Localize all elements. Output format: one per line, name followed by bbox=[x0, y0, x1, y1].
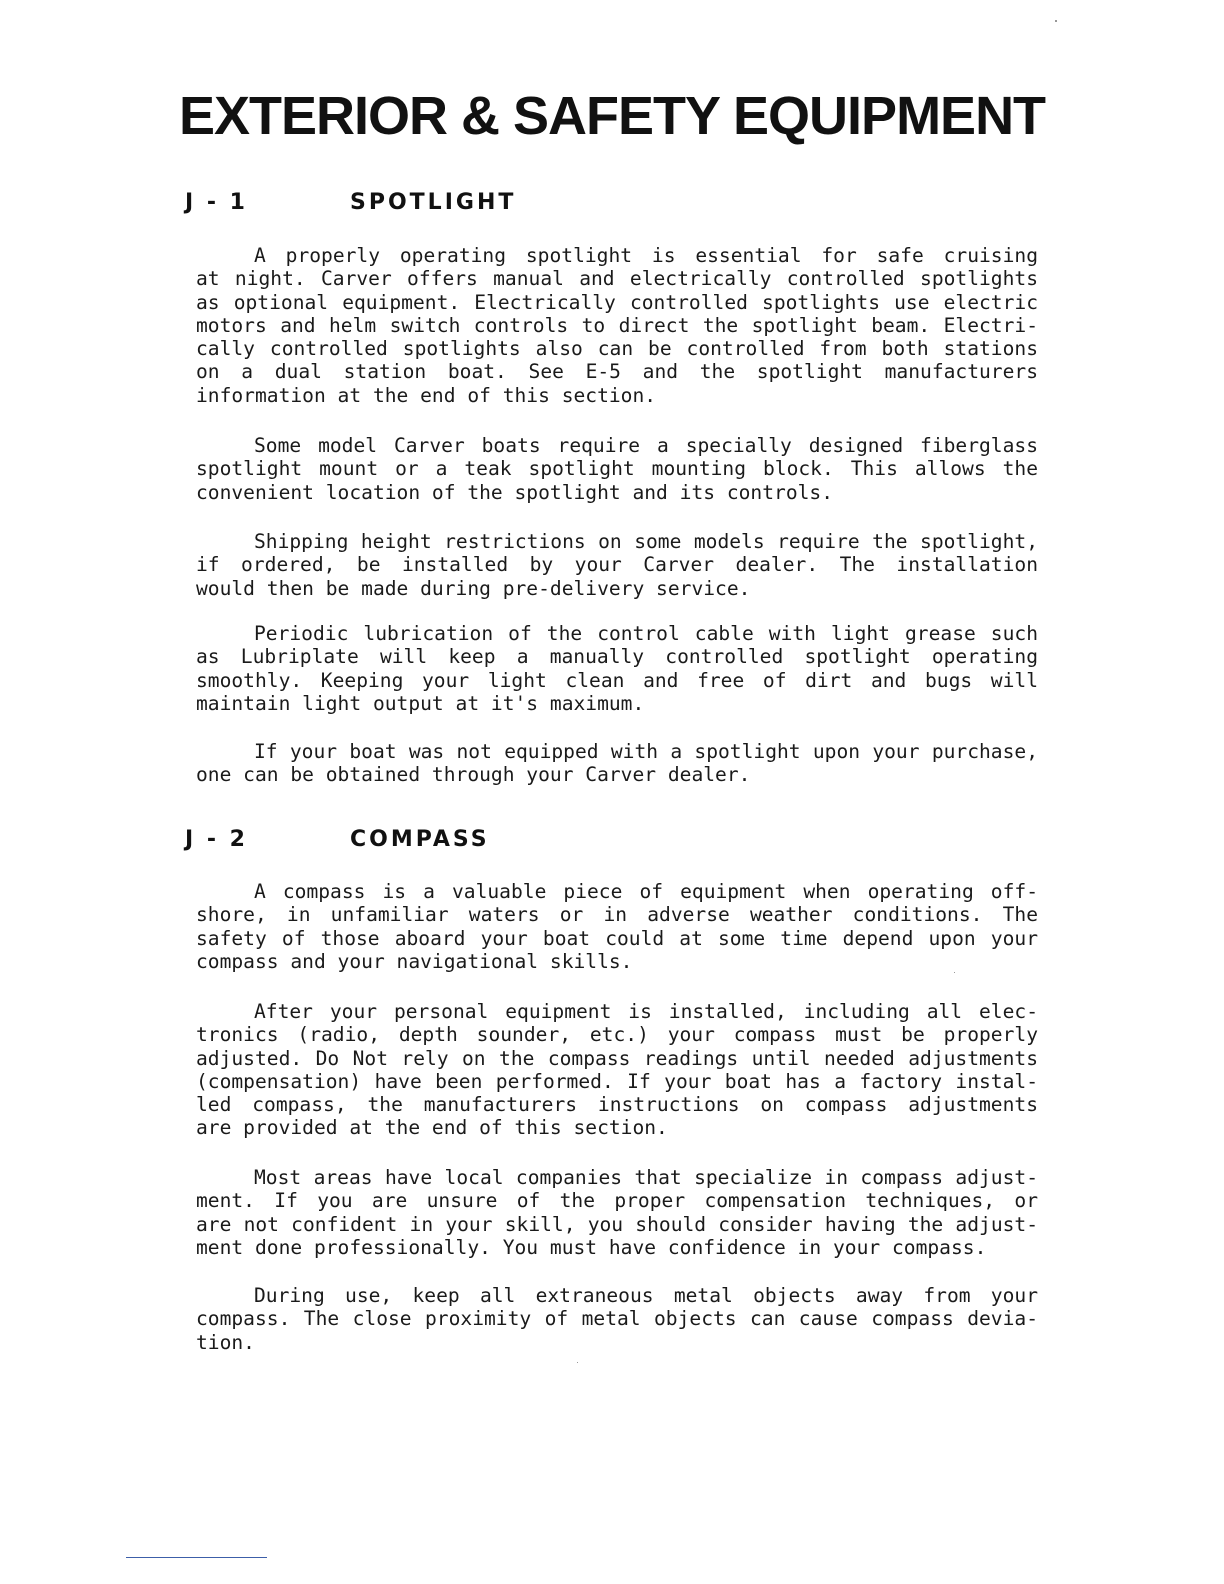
text-line: tion. bbox=[196, 1330, 255, 1354]
text-line: adjusted. Do Not rely on the compass readings until needed adjustments bbox=[196, 1046, 1038, 1070]
text-line: on a dual station boat. See E-5 and the spotlight manufacturers bbox=[196, 360, 1038, 384]
text-line: one can be obtained through your Carver dealer. bbox=[196, 763, 751, 787]
scan-speck bbox=[954, 972, 955, 973]
paragraph bbox=[196, 244, 1038, 407]
text-line: are not confident in your skill, you should consider having the adjust- bbox=[196, 1212, 1038, 1236]
text-line: ment. If you are unsure of the proper compensation techniques, or bbox=[196, 1189, 1038, 1213]
page-title: EXTERIOR & SAFETY EQUIPMENT bbox=[178, 86, 1046, 146]
section-title: COMPASS bbox=[350, 827, 490, 852]
text-line: compass and your navigational skills. bbox=[196, 949, 633, 973]
text-line: smoothly. Keeping your light clean and free of dirt and bugs will bbox=[196, 668, 1038, 692]
paragraph bbox=[196, 1166, 1038, 1259]
text-line: as optional equipment. Electrically controlled spotlights use electric bbox=[196, 290, 1038, 314]
paragraph bbox=[196, 622, 1038, 715]
text-line: Shipping height restrictions on some models require the spotlight, bbox=[254, 530, 1038, 553]
text-line: shore, in unfamiliar waters or in adverse weather conditions. The bbox=[196, 903, 1038, 927]
text-line: would then be made during pre-delivery service. bbox=[196, 576, 751, 600]
paragraph bbox=[196, 1000, 1038, 1140]
text-line: A compass is a valuable piece of equipment when operating off- bbox=[254, 880, 1038, 903]
text-line: compass. The close proximity of metal objects can cause compass devia- bbox=[196, 1307, 1038, 1331]
text-line: maintain light output at it's maximum. bbox=[196, 691, 645, 715]
text-line: are provided at the end of this section. bbox=[196, 1116, 668, 1140]
paragraph bbox=[196, 434, 1038, 504]
footer-rule bbox=[126, 1557, 267, 1558]
text-line: motors and helm switch controls to direct the spotlight beam. Electri- bbox=[196, 313, 1038, 337]
paragraph bbox=[196, 1284, 1038, 1354]
text-line: During use, keep all extraneous metal objects away from your bbox=[254, 1284, 1038, 1307]
section-heading-spotlight bbox=[185, 190, 516, 215]
text-line: led compass, the manufacturers instructions on compass adjustments bbox=[196, 1093, 1038, 1117]
paragraph bbox=[196, 740, 1038, 787]
text-line: at night. Carver offers manual and electrically controlled spotlights bbox=[196, 267, 1038, 291]
text-line: Most areas have local companies that specialize in compass adjust- bbox=[254, 1166, 1038, 1189]
section-title: SPOTLIGHT bbox=[350, 190, 517, 215]
paragraph bbox=[196, 530, 1038, 600]
text-line: as Lubriplate will keep a manually controlled spotlight operating bbox=[196, 645, 1038, 669]
section-number: J - 1 bbox=[185, 190, 248, 215]
section-number: J - 2 bbox=[185, 827, 248, 852]
text-line: spotlight mount or a teak spotlight mounting block. This allows the bbox=[196, 457, 1038, 481]
text-line: If your boat was not equipped with a spotlight upon your purchase, bbox=[254, 740, 1038, 763]
text-line: cally controlled spotlights also can be controlled from both stations bbox=[196, 337, 1038, 361]
text-line: ment done professionally. You must have confidence in your compass. bbox=[196, 1235, 987, 1259]
text-line: convenient location of the spotlight and its controls. bbox=[196, 480, 834, 504]
paragraph bbox=[196, 880, 1038, 973]
text-line: Some model Carver boats require a specially designed fiberglass bbox=[254, 434, 1038, 457]
text-line: (compensation) have been performed. If your boat has a factory instal- bbox=[196, 1069, 1038, 1093]
text-line: tronics (radio, depth sounder, etc.) your compass must be properly bbox=[196, 1023, 1038, 1047]
text-line: if ordered, be installed by your Carver dealer. The installation bbox=[196, 553, 1038, 577]
text-line: safety of those aboard your boat could at some time depend upon your bbox=[196, 926, 1038, 950]
scan-speck bbox=[1055, 20, 1057, 22]
text-line: information at the end of this section. bbox=[196, 383, 657, 407]
section-heading-compass bbox=[185, 827, 490, 852]
text-line: After your personal equipment is installed, including all elec- bbox=[254, 1000, 1038, 1023]
text-line: Periodic lubrication of the control cable with light grease such bbox=[254, 622, 1038, 645]
scan-speck bbox=[577, 1362, 578, 1363]
text-line: A properly operating spotlight is essential for safe cruising bbox=[254, 244, 1038, 267]
